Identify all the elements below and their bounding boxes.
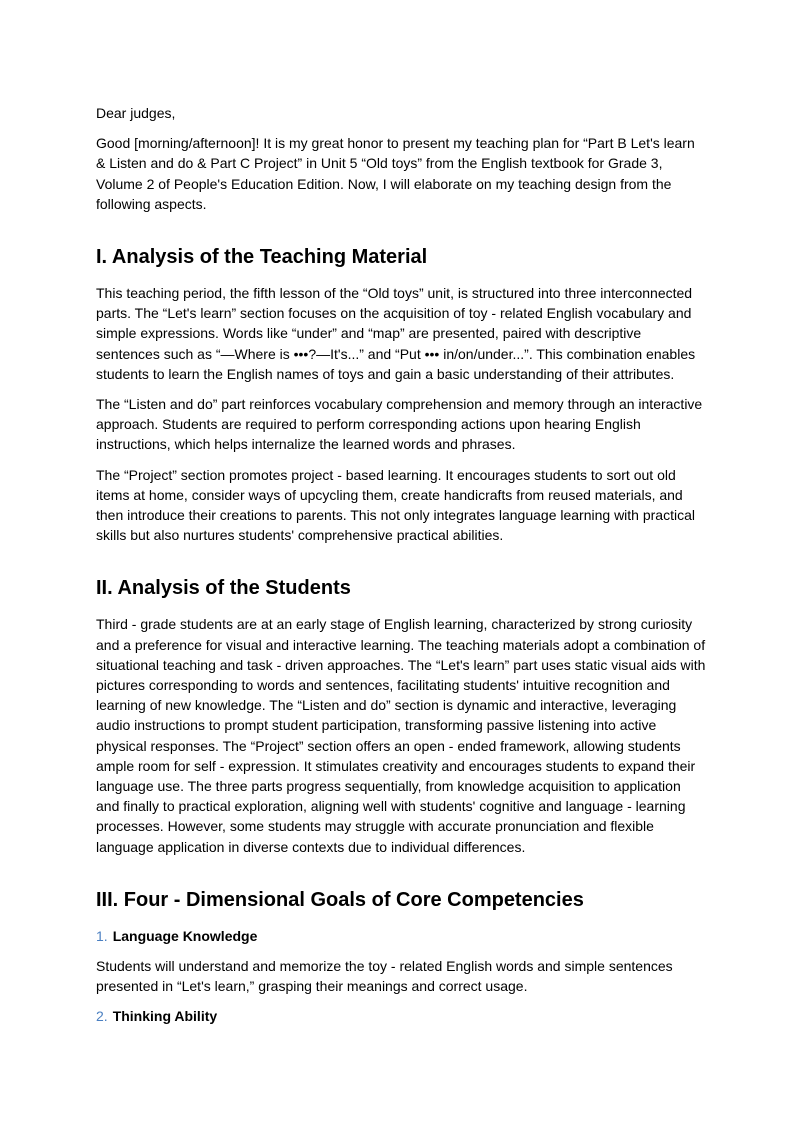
paragraph: This teaching period, the fifth lesson of the “Old toys” unit, is structured into three interconnected parts. The “Let's learn” section focuses on the acquisition of toy - related English vocabulary and simple expressions. Words like “under” and “map” are presented, paired with descriptive sentences such as “—Where is •••?—It's...” and “Put ••• in/on/under...”. This combination enables students to learn the English names of toys and gain a basic understanding of their attributes.: [96, 285, 696, 382]
list-item-title: Thinking Ability: [112, 1008, 218, 1025]
numbered-item-language-knowledge: [96, 926, 706, 946]
document-page: [96, 103, 706, 1036]
paragraph: The “Project” section promotes project - based learning. It encourages students to sort out old items at home, consider ways of upcycling them, create handicrafts from reused materials, and then introduce their creations to parents. This not only integrates language learning with practical skills but also nurtures students' comprehensive practical abilities.: [96, 466, 695, 544]
list-number: 1.: [96, 927, 108, 944]
paragraph: The “Listen and do” part reinforces vocabulary comprehension and memory through an interactive approach. Students are required to perform corresponding actions upon hearing English instructions, which helps internalize the learned words and phrases.: [96, 396, 703, 453]
paragraph: Students will understand and memorize the toy - related English words and simple sentences presented in “Let's learn,” grasping their meanings and correct usage.: [96, 957, 673, 995]
greeting: Dear judges,: [96, 105, 176, 121]
list-item-title: Language Knowledge: [112, 927, 258, 944]
section-heading-goals: III. Four - Dimensional Goals of Core Competencies: [96, 888, 584, 911]
paragraph: Third - grade students are at an early stage of English learning, characterized by strong curiosity and a preference for visual and interactive learning. The teaching materials adopt a combination of situational teaching and task - driven approaches. The “Let's learn” part uses static visual aids with pictures corresponding to words and sentences, facilitating students' intuitive recognition and learning of new knowledge. The “Listen and do” section is dynamic and interactive, leveraging audio instructions to prompt student participation, transforming passive listening into active physical responses. The “Project” section offers an open - ended framework, allowing students ample room for self - expression. It stimulates creativity and encourages students to expand their language use. The three parts progress sequentially, from knowledge acquisition to application and finally to practical exploration, aligning well with students' cognitive and language - learning processes. However, some students may struggle with accurate pronunciation and flexible language application in diverse contexts due to individual differences.: [96, 616, 706, 855]
list-number: 2.: [96, 1008, 108, 1025]
section-heading-students: II. Analysis of the Students: [96, 577, 351, 600]
intro-paragraph: Good [morning/afternoon]! It is my great honor to present my teaching plan for “Part B Let's learn & Listen and do & Part C Project” in Unit 5 “Old toys” from the English textbook for Grade 3, Volume 2 of People's Education Edition. Now, I will elaborate on my teaching design from the following aspects.: [96, 135, 695, 212]
numbered-item-thinking-ability: [96, 1006, 706, 1026]
section-heading-teaching-material: I. Analysis of the Teaching Material: [96, 246, 428, 269]
